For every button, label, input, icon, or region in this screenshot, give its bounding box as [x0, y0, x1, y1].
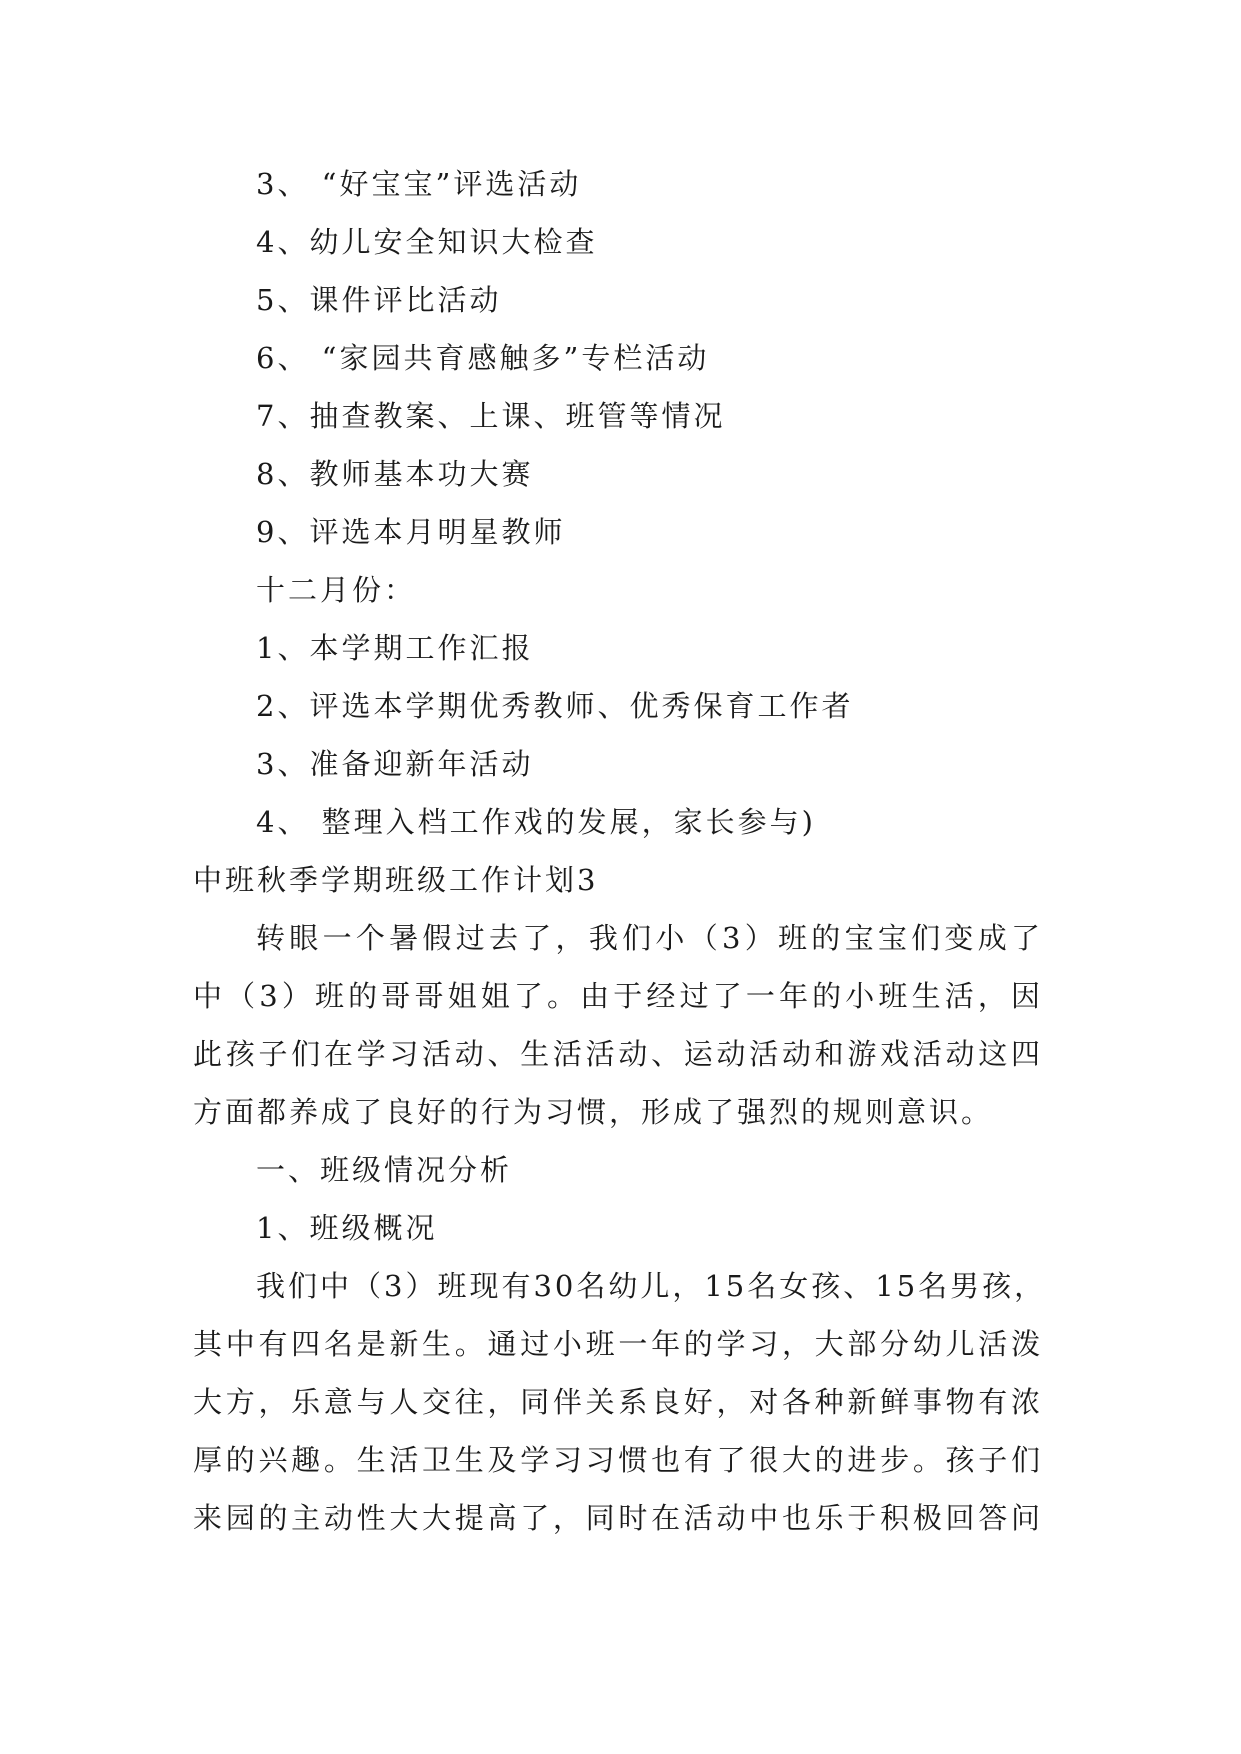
list-item: 4、 整理入档工作戏的发展，家长参与)	[256, 805, 816, 839]
list-item: 4、幼儿安全知识大检查	[256, 225, 598, 259]
list-item: 3、 “好宝宝”评选活动	[256, 167, 582, 201]
paragraph-line: 厚的兴趣。生活卫生及学习习惯也有了很大的进步。孩子们	[193, 1443, 1043, 1477]
paragraph-line: 其中有四名是新生。通过小班一年的学习，大部分幼儿活泼	[193, 1327, 1043, 1361]
list-item: 5、课件评比活动	[256, 283, 502, 317]
list-item: 6、 “家园共育感触多”专栏活动	[256, 341, 710, 375]
paragraph-line: 来园的主动性大大提高了，同时在活动中也乐于积极回答问	[193, 1501, 1043, 1535]
paragraph-line: 此孩子们在学习活动、生活活动、运动活动和游戏活动这四	[193, 1037, 1043, 1071]
list-item: 7、抽查教案、上课、班管等情况	[256, 399, 726, 433]
paragraph-line: 转眼一个暑假过去了，我们小（3）班的宝宝们变成了	[256, 921, 1043, 955]
paragraph-line: 我们中（3）班现有30名幼儿，15名女孩、15名男孩，	[256, 1269, 1047, 1303]
document-title: 中班秋季学期班级工作计划3	[193, 863, 599, 897]
list-item: 1、本学期工作汇报	[256, 631, 534, 665]
list-item: 3、准备迎新年活动	[256, 747, 534, 781]
paragraph-line: 大方，乐意与人交往，同伴关系良好，对各种新鲜事物有浓	[193, 1385, 1043, 1419]
list-item: 9、评选本月明星教师	[256, 515, 566, 549]
paragraph-line: 中（3）班的哥哥姐姐了。由于经过了一年的小班生活，因	[193, 979, 1043, 1013]
section-heading: 一、班级情况分析	[256, 1153, 513, 1187]
paragraph-line: 方面都养成了良好的行为习惯，形成了强烈的规则意识。	[193, 1095, 994, 1129]
list-item: 8、教师基本功大赛	[256, 457, 534, 491]
list-item: 2、评选本学期优秀教师、优秀保育工作者	[256, 689, 854, 723]
subsection-heading: 1、班级概况	[256, 1211, 438, 1245]
section-heading: 十二月份：	[256, 573, 417, 607]
